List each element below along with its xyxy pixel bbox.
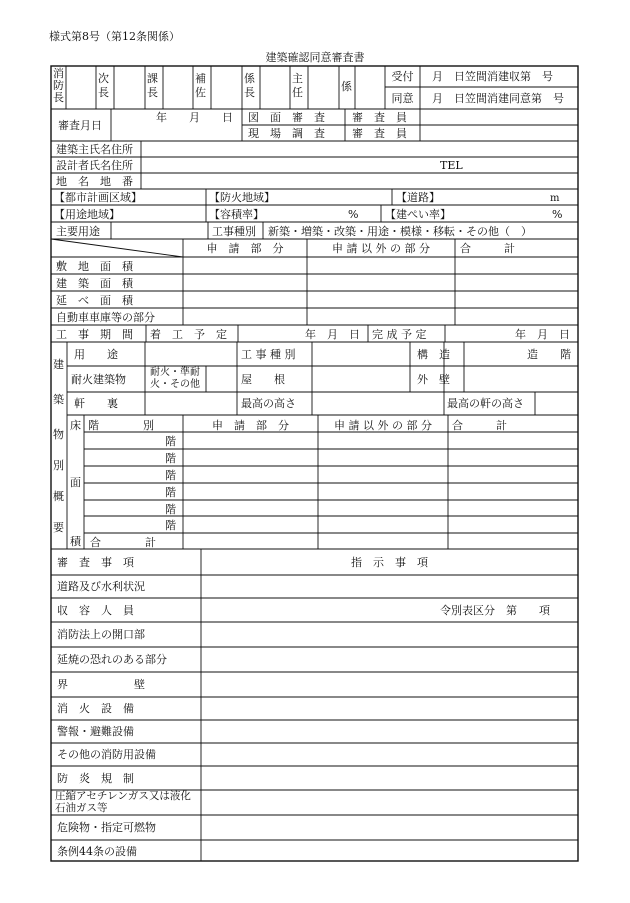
building-use-label: 用 途 [74, 348, 118, 361]
check-header-item: 審 査 事 項 [57, 556, 134, 569]
floor-unit-2: 階 [165, 452, 176, 465]
site-examiner-label: 審 査 員 [352, 127, 407, 140]
floor-area-ratio-unit: % [348, 208, 359, 221]
building-side-4: 別 [53, 459, 64, 472]
approver-hosa: 補佐 [195, 72, 206, 99]
approver-shobocho: 消防長 [53, 67, 64, 104]
check-openings: 消防法上の開口部 [57, 628, 145, 641]
address-label: 地 名 地 番 [56, 175, 133, 188]
road-unit: m [550, 193, 560, 204]
drawing-examiner-label: 審 査 員 [352, 111, 407, 124]
city-planning-area-label: 【都市計画区域】 [54, 191, 142, 204]
area-col-total: 合 計 [460, 242, 515, 255]
building-coverage-unit: % [552, 208, 563, 221]
approver-kacho: 課長 [147, 72, 158, 99]
reception-uketsuke-label: 受付 [391, 70, 414, 83]
floor-col-apply: 申 請 部 分 [212, 419, 289, 432]
start-planned-label: 着 工 予 定 [150, 328, 227, 341]
form-title: 建築確認同意審査書 [265, 51, 365, 64]
floor-unit-1: 階 [165, 435, 176, 448]
floor-area-side-3: 積 [70, 535, 81, 548]
owner-label: 建築主氏名住所 [56, 143, 133, 156]
check-other-equipment: その他の消防用設備 [57, 748, 156, 761]
work-type-label: 工事種別 [212, 225, 256, 238]
eaves-label: 軒 裏 [74, 397, 118, 410]
building-work-type-label: 工 事 種 別 [241, 348, 296, 361]
check-gas: 圧縮アセチレンガス又は液化石油ガス等 [55, 790, 191, 814]
approver-jicho: 次長 [98, 72, 109, 99]
check-capacity: 収 容 人 員 [57, 604, 134, 617]
area-row-garage: 自動車車庫等の部分 [56, 311, 155, 324]
max-eave-height-label: 最高の軒の高さ [447, 397, 524, 410]
structure-label: 構 造 [417, 348, 450, 361]
approver-kakari: 係 [341, 80, 352, 93]
floor-col-total: 合 計 [452, 419, 507, 432]
finish-planned-label: 完 成 予 定 [372, 328, 427, 341]
floor-unit-6: 階 [165, 519, 176, 532]
check-partition-wall: 界 壁 [57, 678, 145, 691]
capacity-note: 令別表区分 第 項 [440, 604, 550, 617]
floor-area-side-1: 床 [70, 419, 81, 432]
start-planned-date: 年 月 日 [305, 328, 360, 341]
road-label: 【道路】 [396, 191, 440, 204]
review-date-label: 審査月日 [58, 119, 102, 132]
area-col-other: 申 請 以 外 の 部 分 [332, 242, 430, 255]
area-col-apply: 申 請 部 分 [206, 242, 284, 255]
designer-label: 設計者氏名住所 [56, 159, 133, 172]
check-alarm-evacuation: 警報・避難設備 [57, 725, 134, 738]
finish-planned-date: 年 月 日 [515, 328, 570, 341]
reception-doi-label: 同意 [391, 92, 414, 105]
use-area-label: 【用途地域】 [54, 208, 120, 221]
area-row-building: 建 築 面 積 [56, 277, 133, 290]
check-ordinance-44: 条例44条の設備 [57, 845, 137, 858]
reception-doi-number: 月 日笠間消建同意第 号 [432, 92, 564, 105]
fire-area-label: 【防火地域】 [209, 191, 275, 204]
approver-kakaricho: 係長 [244, 72, 255, 99]
roof-label: 屋 根 [241, 373, 285, 386]
fireproof-label: 耐火建築物 [71, 373, 126, 386]
work-type-options: 新築・増築・改築・用途・模様・移転・その他（ ） [268, 225, 532, 238]
check-extinguishing: 消 火 設 備 [57, 702, 134, 715]
check-hazardous: 危険物・指定可燃物 [57, 821, 156, 834]
floor-unit-4: 階 [165, 486, 176, 499]
floor-area-side-2: 面 [70, 476, 81, 489]
floor-unit-5: 階 [165, 503, 176, 516]
site-survey-label: 現 場 調 査 [248, 127, 325, 140]
floor-area-ratio-label: 【容積率】 [209, 208, 264, 221]
floor-header: 階 別 [88, 419, 154, 432]
building-coverage-label: 【建ぺい率】 [385, 208, 451, 221]
floor-col-other: 申 請 以 外 の 部 分 [334, 419, 432, 432]
check-fire-spread: 延焼の恐れのある部分 [57, 653, 167, 666]
approver-shunin: 主任 [292, 72, 303, 99]
form-number: 様式第8号（第12条関係） [49, 30, 180, 43]
main-use-label: 主要用途 [56, 225, 100, 238]
max-height-label: 最高の高さ [241, 397, 296, 410]
building-side-2: 築 [53, 393, 64, 406]
floor-total-label: 合 計 [90, 536, 156, 549]
check-flame-retardant: 防 炎 規 制 [57, 772, 134, 785]
check-road-water: 道路及び水利状況 [57, 580, 145, 593]
reception-uketsuke-number: 月 日笠間消建収第 号 [432, 70, 553, 83]
drawing-review-label: 図 面 審 査 [248, 111, 325, 124]
structure-unit: 造 階 [527, 348, 571, 361]
building-side-6: 要 [53, 521, 64, 534]
construction-period-label: 工 事 期 間 [56, 328, 133, 341]
area-row-total-floor: 延 べ 面 積 [56, 294, 133, 307]
fireproof-options: 耐火・準耐火・その他 [150, 367, 200, 390]
building-side-3: 物 [53, 428, 64, 441]
area-row-site: 敷 地 面 積 [56, 260, 133, 273]
tel-label: TEL [440, 159, 463, 172]
floor-unit-3: 階 [165, 469, 176, 482]
outer-wall-label: 外 壁 [417, 373, 450, 386]
building-side-5: 概 [53, 490, 64, 503]
review-date-value: 年 月 日 [156, 111, 233, 124]
building-side-1: 建 [53, 358, 64, 371]
check-header-instruction: 指 示 事 項 [351, 556, 428, 569]
